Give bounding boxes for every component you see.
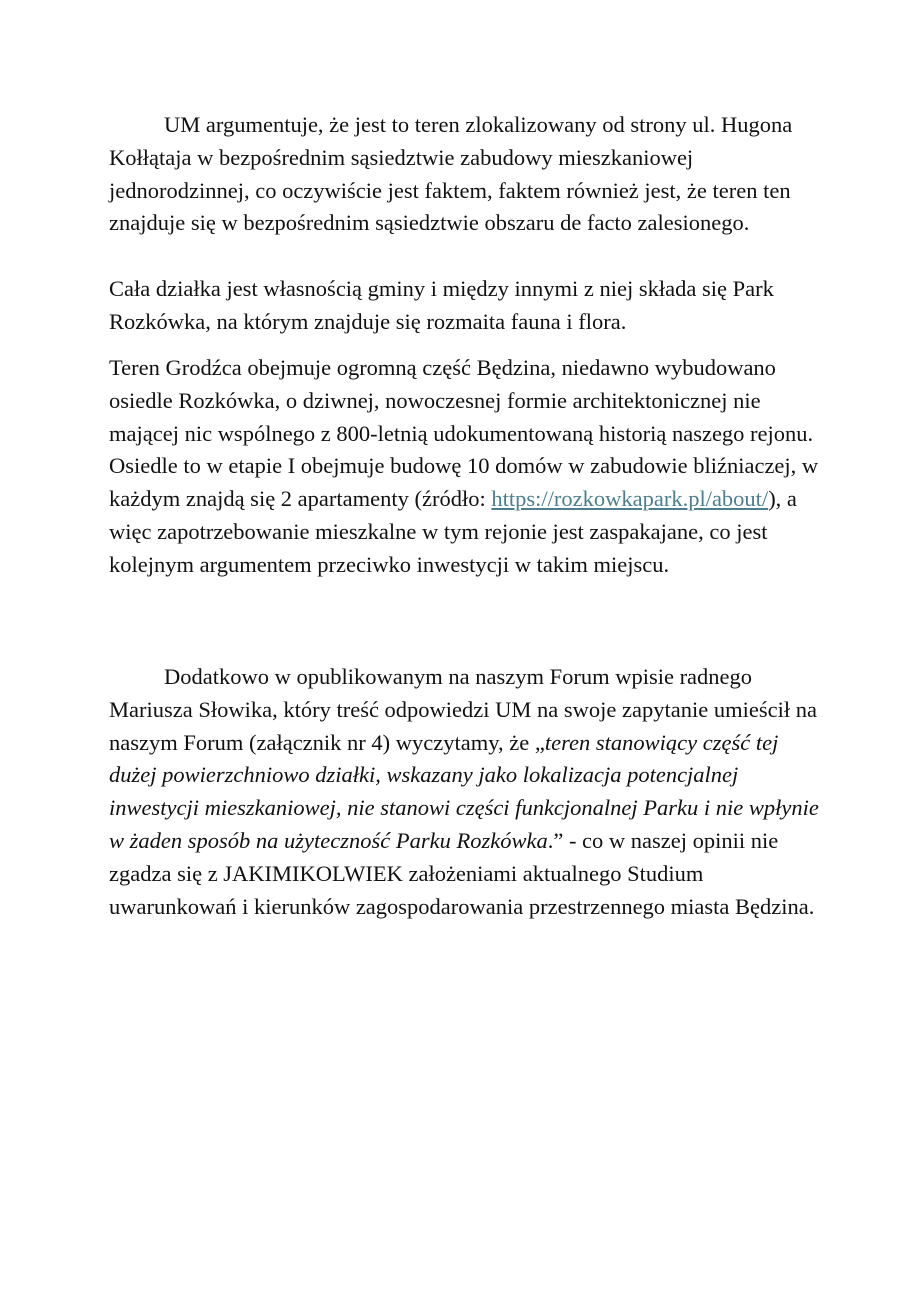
paragraph-forum-text-end: .” - co w naszej opinii nie zgadza się z JAKIMIKOLWIEK założeniami aktualnego Studium uwarunkowań i kierunków zagospodarowania przestrzennego miasta Będzina. [109, 827, 815, 919]
paragraph-forum-text-start: Dodatkowo w opublikowanym na naszym Forum wpisie radnego Mariusza Słowika, który treść odpowiedzi UM na swoje zapytanie umieścił na naszym Forum (załącznik nr 4) wyczytamy, że „ [109, 664, 817, 755]
rozkowkapark-link[interactable]: https://rozkowkapark.pl/about/ [491, 486, 769, 512]
paragraph-municipal-plot: Cała działka jest własnością gminy i między innymi z niej składa się Park Rozkówka, na którym znajduje się rozmaita fauna i flora. [109, 276, 774, 334]
quoted-um-response: teren stanowiący część tej dużej powierzchniowo działki, wskazany jako lokalizacja potencjalnej inwestycji mieszkaniowej, nie stanowi części funkcjonalnej Parku i nie wpłynie w żaden sposób na użyteczność Parku Rozkówka [109, 729, 819, 853]
paragraph-grodziec-text-start: Teren Grodźca obejmuje ogromną część Będzina, niedawno wybudowano osiedle Rozkówka, o dziwnej, nowoczesnej formie architektonicznej nie mającej nic wspólnego z 800-letnią udokumentowaną historią naszego rejonu. Osiedle to w etapie I obejmuje budowę 10 domów w zabudowie bliźniaczej, w każdym znajdą się 2 apartamenty (źródło: [109, 355, 819, 512]
paragraph-forum-quote [109, 661, 829, 923]
paragraph-grodziec-area [109, 352, 829, 582]
paragraph-grodziec-text-end: ), a więc zapotrzebowanie mieszkalne w tym rejonie jest zaspakajane, co jest kolejnym argumentem przeciwko inwestycji w takim miejscu. [109, 486, 797, 577]
paragraph-um-argument: UM argumentuje, że jest to teren zlokalizowany od strony ul. Hugona Kołłątaja w bezpośrednim sąsiedztwie zabudowy mieszkaniowej jednorodzinnej, co oczywiście jest faktem, faktem również jest, że teren ten znajduje się w bezpośrednim sąsiedztwie obszaru de facto zalesionego. [109, 112, 793, 236]
